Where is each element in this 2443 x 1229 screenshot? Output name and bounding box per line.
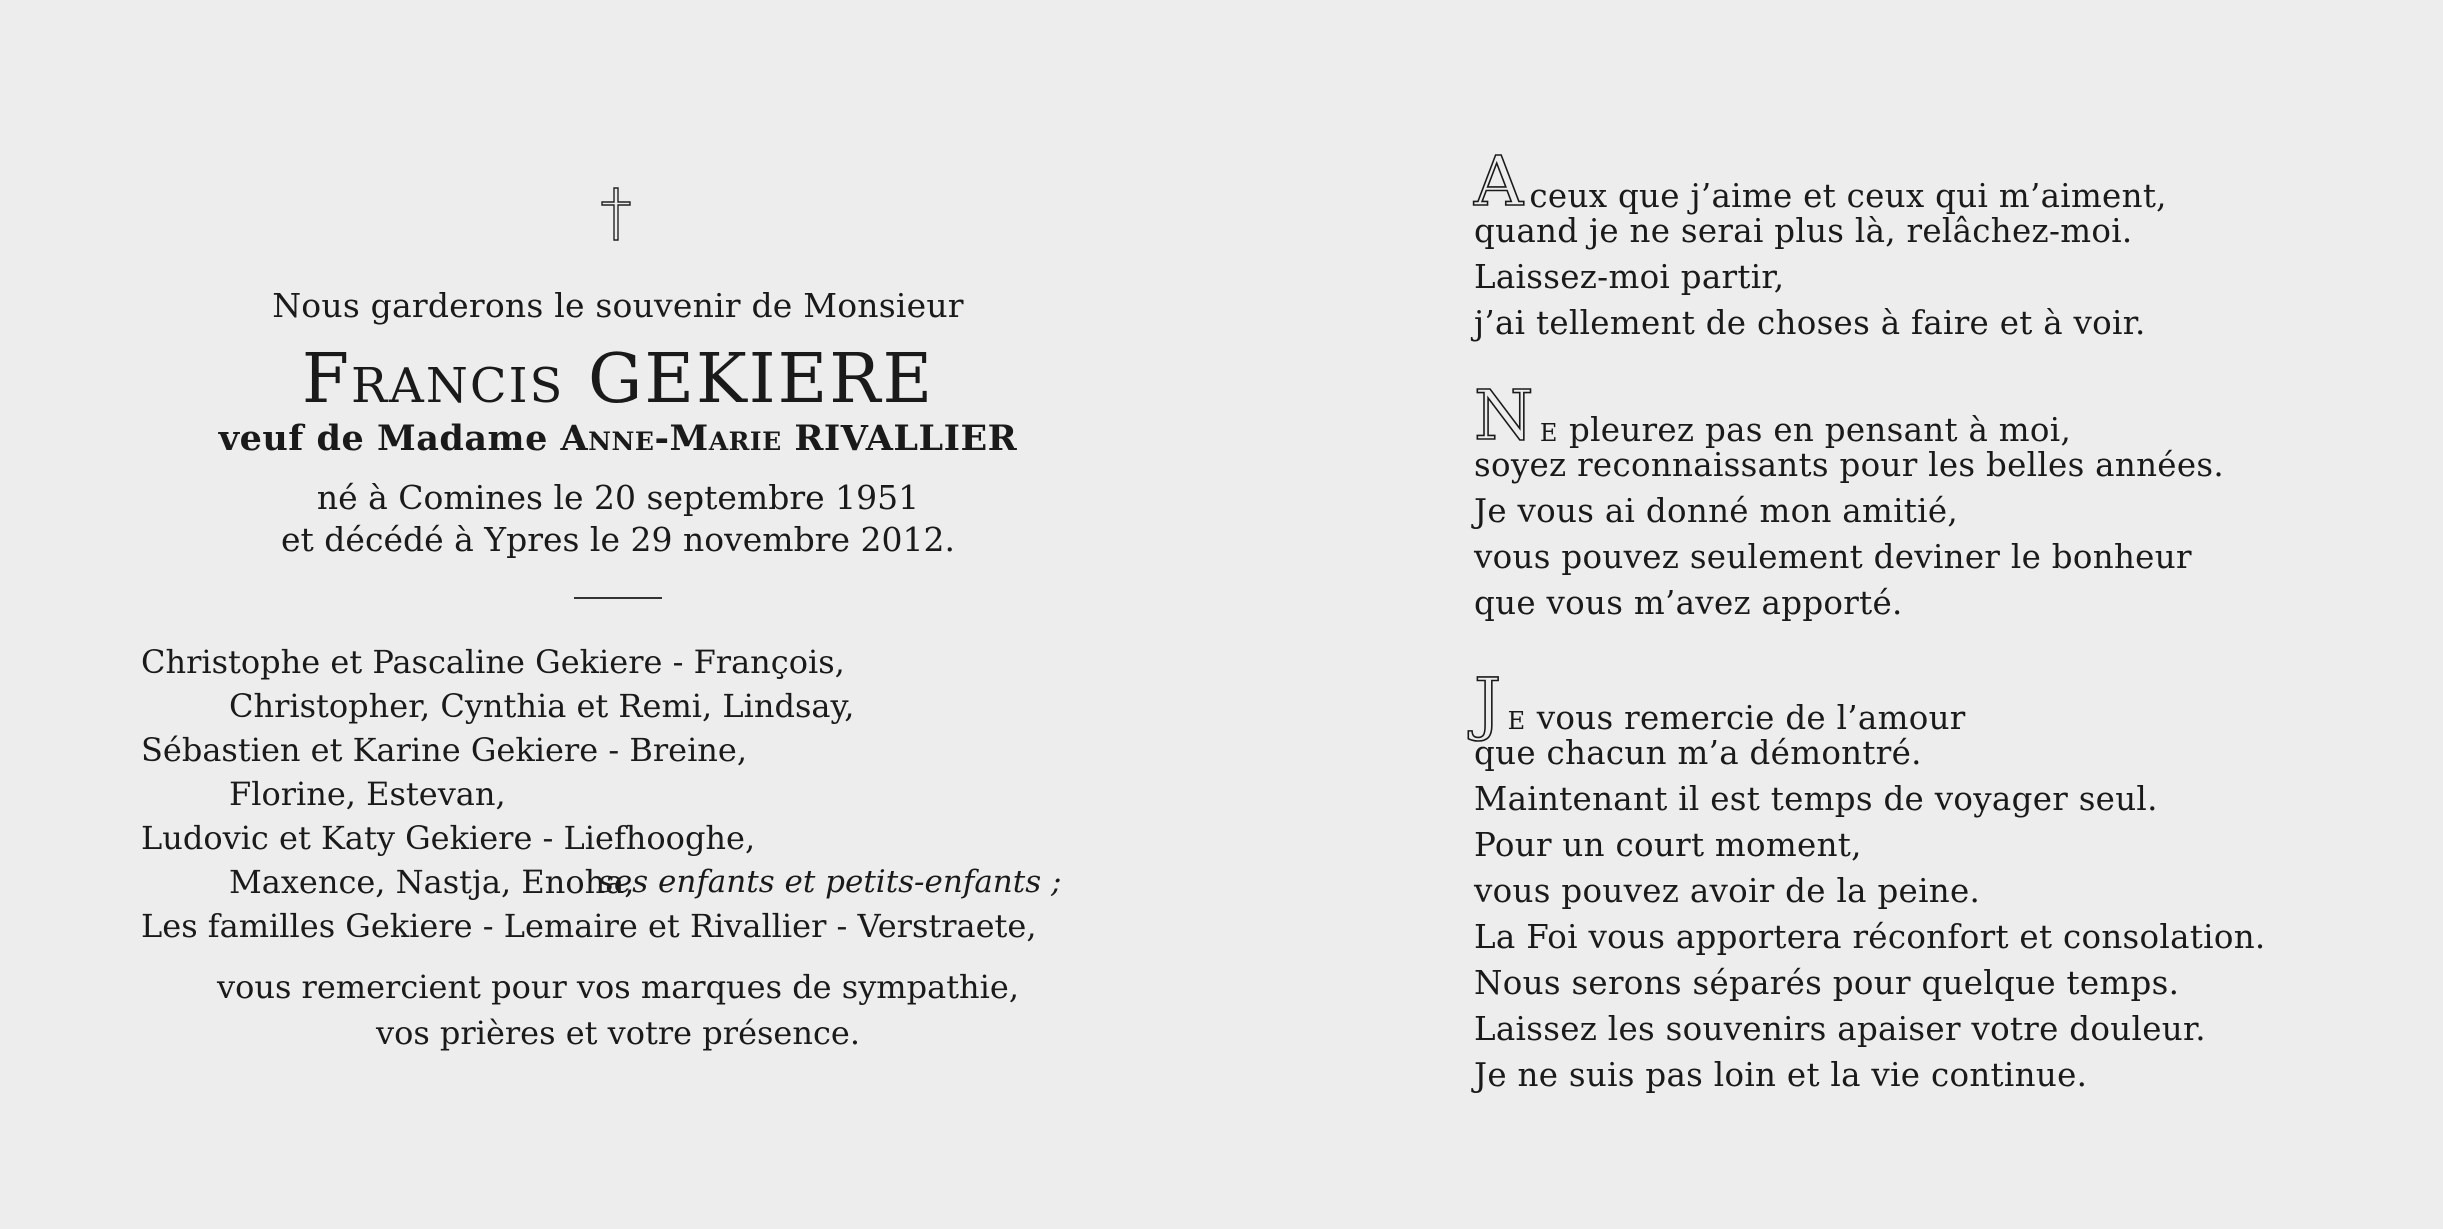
poem-line: La Foi vous apportera réconfort et consolation. bbox=[1474, 918, 2266, 956]
poem-line-rest: pleurez pas en pensant à moi, bbox=[1568, 411, 2072, 449]
cross-icon bbox=[596, 186, 636, 242]
poem-stanza-2 bbox=[1474, 377, 2224, 626]
dropcap: N bbox=[1474, 377, 1534, 456]
family-row: Christophe et Pascaline Gekiere - François, bbox=[141, 643, 845, 681]
poem-line: soyez reconnaissants pour les belles années. bbox=[1474, 446, 2224, 484]
poem-line: quand je ne serai plus là, relâchez-moi. bbox=[1474, 212, 2133, 250]
relation-note: ses enfants et petits-enfants ; bbox=[598, 864, 1062, 900]
poem-line-rest: ceux que j’aime et ceux qui m’aiment, bbox=[1529, 177, 2167, 215]
dropcap: J bbox=[1474, 665, 1502, 744]
poem-line: Pour un court moment, bbox=[1474, 826, 1862, 864]
poem-line: que vous m’avez apporté. bbox=[1474, 584, 1903, 622]
birth-line: né à Comines le 20 septembre 1951 bbox=[316, 478, 920, 517]
family-row: Sébastien et Karine Gekiere - Breine, bbox=[141, 731, 748, 769]
poem-line bbox=[1474, 665, 2266, 744]
family-row: Les familles Gekiere - Lemaire et Rivallier - Verstraete, bbox=[141, 907, 1037, 945]
family-row: Christopher, Cynthia et Remi, Lindsay, bbox=[229, 687, 855, 725]
family-row-with-relation bbox=[141, 860, 1062, 904]
thanks-line-2: vos prières et votre présence. bbox=[375, 1014, 860, 1052]
poem-line: que chacun m’a démontré. bbox=[1474, 734, 1922, 772]
family-row: Ludovic et Katy Gekiere - Liefhooghe, bbox=[141, 819, 756, 857]
smallcap-letter: E bbox=[1507, 707, 1527, 735]
deceased-name: Francis GEKIERE bbox=[301, 340, 935, 419]
family-row: Florine, Estevan, bbox=[229, 775, 506, 813]
family-list bbox=[141, 640, 1062, 948]
spouse-name: Anne-Marie RIVALLIER bbox=[560, 418, 1018, 459]
poem-line: vous pouvez seulement deviner le bonheur bbox=[1474, 538, 2192, 576]
poem-line: Laissez-moi partir, bbox=[1474, 258, 1785, 296]
poem-line-rest: vous remercie de l’amour bbox=[1536, 699, 1966, 737]
poem-line bbox=[1474, 377, 2224, 456]
poem-line: j’ai tellement de choses à faire et à voir. bbox=[1474, 304, 2146, 342]
poem-stanza-1 bbox=[1474, 143, 2167, 346]
intro-text: Nous garderons le souvenir de Monsieur bbox=[272, 286, 964, 325]
poem-line: Nous serons séparés pour quelque temps. bbox=[1474, 964, 2180, 1002]
poem-stanza-3 bbox=[1474, 665, 2266, 1098]
widow-prefix: veuf de Madame bbox=[218, 418, 548, 459]
thanks-line-1: vous remercient pour vos marques de sympathie, bbox=[216, 968, 1019, 1006]
death-line: et décédé à Ypres le 29 novembre 2012. bbox=[281, 520, 955, 559]
poem-line: Laissez les souvenirs apaiser votre douleur. bbox=[1474, 1010, 2206, 1048]
poem-line: Je vous ai donné mon amitié, bbox=[1474, 492, 1959, 530]
divider bbox=[574, 597, 662, 599]
poem-line: Maintenant il est temps de voyager seul. bbox=[1474, 780, 2158, 818]
smallcap-letter: E bbox=[1539, 419, 1559, 447]
poem-line: Je ne suis pas loin et la vie continue. bbox=[1474, 1056, 2088, 1094]
poem-line bbox=[1474, 143, 2167, 222]
poem-line: vous pouvez avoir de la peine. bbox=[1474, 872, 1981, 910]
family-row: Maxence, Nastja, Enoha, bbox=[229, 863, 635, 901]
widow-line bbox=[0, 418, 1236, 459]
dropcap: A bbox=[1474, 143, 1524, 222]
